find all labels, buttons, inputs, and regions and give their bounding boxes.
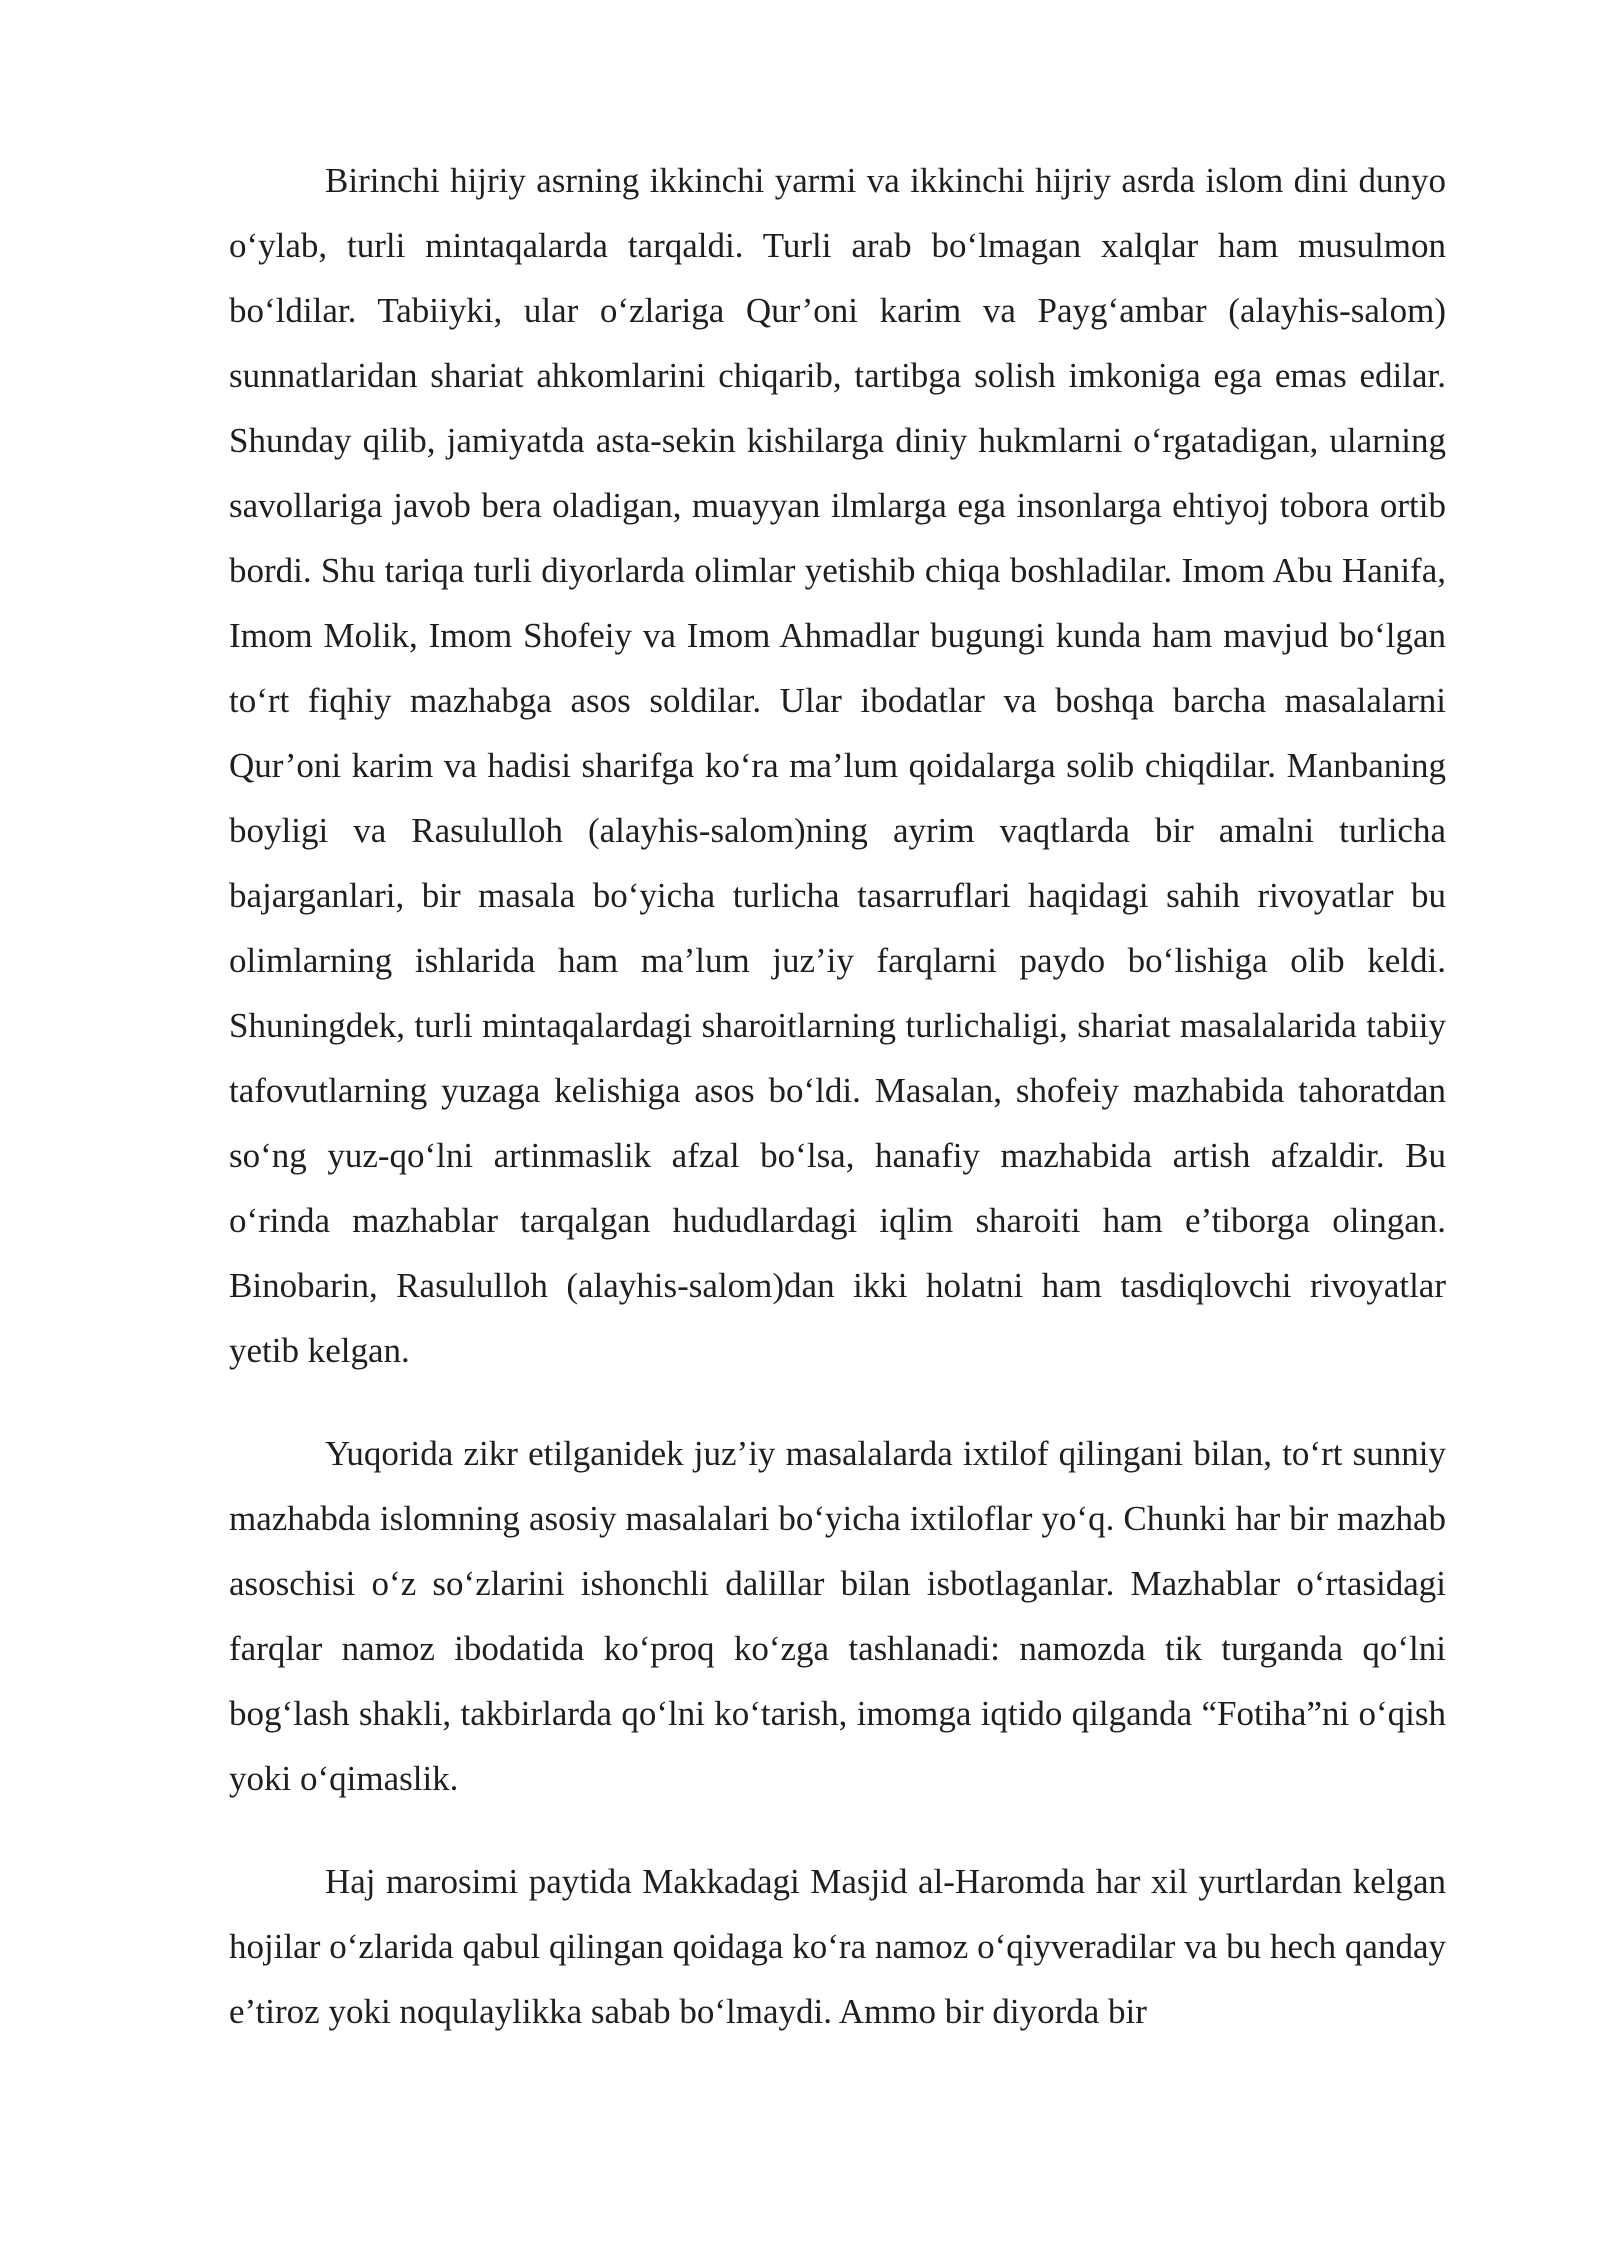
paragraph-1: Birinchi hijriy asrning ikkinchi yarmi va ikkinchi hijriy asrda islom dini dunyo o‘ylab, turli mintaqalarda tarqaldi. Turli arab bo‘lmagan xalqlar ham musulmon bo‘ldilar. Tabiiyki, ular o‘zlariga Qur’oni karim va Payg‘ambar (alayhis-salom) sunnatlaridan shariat ahkomlarini chiqarib, tartibga solish imkoniga ega emas edilar. Shunday qilib, jamiyatda asta-sekin kishilarga diniy hukmlarni o‘rgatadigan, ularning savollariga javob bera oladigan, muayyan ilmlarga ega insonlarga ehtiyoj tobora ortib bordi. Shu tariqa turli diyorlarda olimlar yetishib chiqa boshladilar. Imom Abu Hanifa, Imom Molik, Imom Shofeiy va Imom Ahmadlar bugungi kunda ham mavjud bo‘lgan to‘rt fiqhiy mazhabga asos soldilar. Ular ibodatlar va boshqa barcha masalalarni Qur’oni karim va hadisi sharifga ko‘ra ma’lum qoidalarga solib chiqdilar. Manbaning boyligi va Rasululloh (alayhis-salom)ning ayrim vaqtlarda bir amalni turlicha bajarganlari, bir masala bo‘yicha turlicha tasarruflari haqidagi sahih rivoyatlar bu olimlarning ishlarida ham ma’lum juz’iy farqlarni paydo bo‘lishiga olib keldi. Shuningdek, turli mintaqalardagi sharoitlarning turlichaligi, shariat masalalarida tabiiy tafovutlarning yuzaga kelishiga asos bo‘ldi. Masalan, shofeiy mazhabida tahoratdan so‘ng yuz-qo‘lni artinmaslik afzal bo‘lsa, hanafiy mazhabida artish afzaldir. Bu o‘rinda mazhablar tarqalgan hududlardagi iqlim sharoiti ham e’tiborga olingan. Binobarin, Rasululloh (alayhis-salom)dan ikki holatni ham tasdiqlovchi rivoyatlar yetib kelgan. <box>229 161 1446 1370</box>
paragraph-3: Haj marosimi paytida Makkadagi Masjid al-Haromda har xil yurtlardan kelgan hojilar o‘zlarida qabul qilingan qoidaga ko‘ra namoz o‘qiyveradilar va bu hech qanday e’tiroz yoki noqulaylikka sabab bo‘lmaydi. Ammo bir diyorda bir <box>229 1862 1446 2031</box>
document-body <box>229 148 1446 2044</box>
paragraph-2: Yuqorida zikr etilganidek juz’iy masalalarda ixtilof qilingani bilan, to‘rt sunniy mazhabda islomning asosiy masalalari bo‘yicha ixtiloflar yo‘q. Chunki har bir mazhab asoschisi o‘z so‘zlarini ishonchli dalillar bilan isbotlaganlar. Mazhablar o‘rtasidagi farqlar namoz ibodatida ko‘proq ko‘zga tashlanadi: namozda tik turganda qo‘lni bog‘lash shakli, takbirlarda qo‘lni ko‘tarish, imomga iqtido qilganda “Fotiha”ni o‘qish yoki o‘qimaslik. <box>229 1434 1446 1798</box>
